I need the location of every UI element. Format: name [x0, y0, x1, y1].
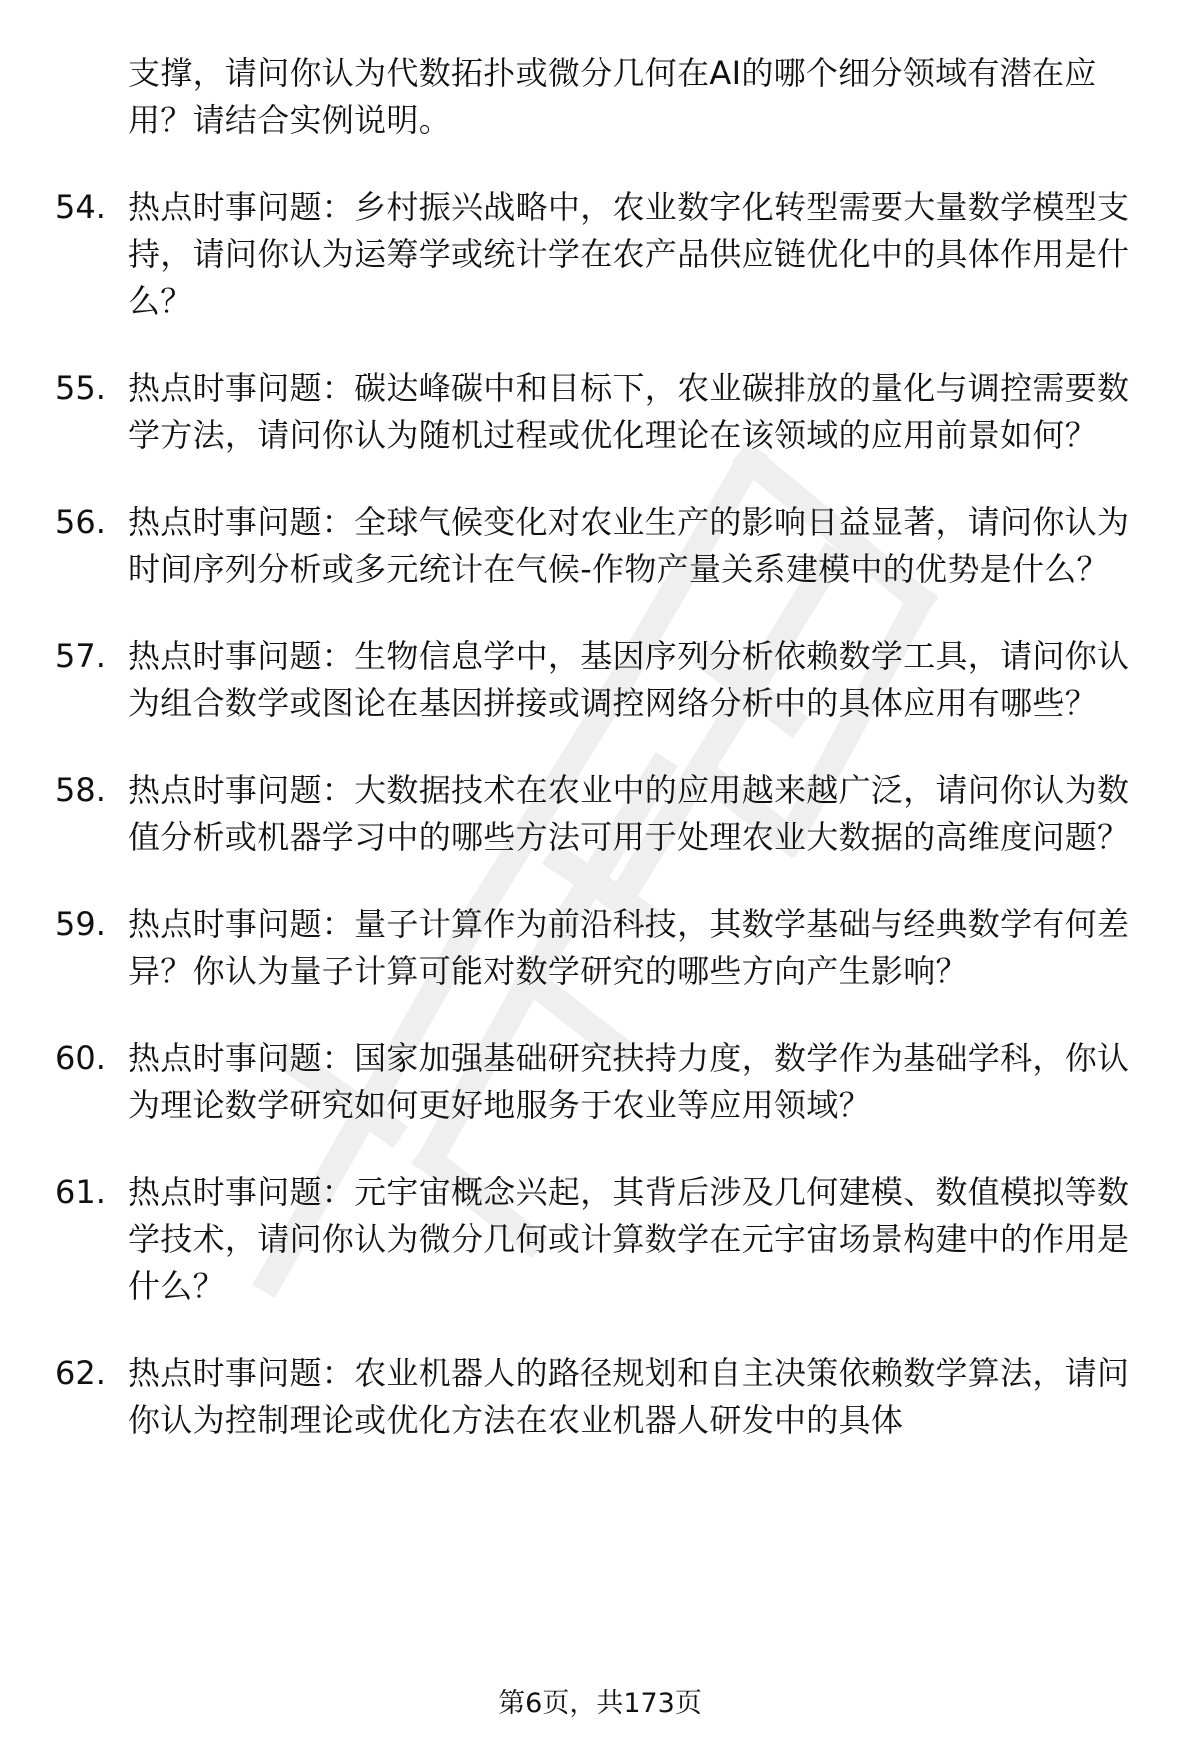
item-number: 55. [55, 369, 106, 407]
question-list [0, 50, 1200, 1444]
page-number-footer: 第6页，共173页 [498, 1688, 702, 1719]
list-item-57 [0, 633, 1200, 727]
continued-question-text: 支撑，请问你认为代数拓扑或微分几何在AI的哪个细分领域有潜在应用？请结合实例说明。 [128, 54, 1097, 139]
list-item-59 [0, 901, 1200, 995]
item-text: 热点时事问题：大数据技术在农业中的应用越来越广泛，请问你认为数值分析或机器学习中的哪些方法可用于处理农业大数据的高维度问题？ [128, 771, 1130, 856]
item-text: 热点时事问题：农业机器人的路径规划和自主决策依赖数学算法，请问你认为控制理论或优化方法在农业机器人研发中的具体 [128, 1354, 1130, 1439]
item-number: 56. [55, 503, 106, 541]
list-item-61 [0, 1169, 1200, 1310]
item-text: 热点时事问题：生物信息学中，基因序列分析依赖数学工具，请问你认为组合数学或图论在基因拼接或调控网络分析中的具体应用有哪些？ [128, 637, 1130, 722]
item-number: 59. [55, 905, 106, 943]
item-number: 62. [55, 1354, 106, 1392]
list-item-54 [0, 184, 1200, 325]
item-number: 61. [55, 1173, 106, 1211]
item-text: 热点时事问题：元宇宙概念兴起，其背后涉及几何建模、数值模拟等数学技术，请问你认为微分几何或计算数学在元宇宙场景构建中的作用是什么？ [128, 1173, 1130, 1305]
list-item-55 [0, 365, 1200, 459]
item-text: 热点时事问题：碳达峰碳中和目标下，农业碳排放的量化与调控需要数学方法，请问你认为随机过程或优化理论在该领域的应用前景如何？ [128, 369, 1130, 454]
item-text: 热点时事问题：乡村振兴战略中，农业数字化转型需要大量数学模型支持，请问你认为运筹学或统计学在农产品供应链优化中的具体作用是什么？ [128, 188, 1130, 320]
item-number: 60. [55, 1039, 106, 1077]
item-text: 热点时事问题：全球气候变化对农业生产的影响日益显著，请问你认为时间序列分析或多元统计在气候-作物产量关系建模中的优势是什么？ [128, 503, 1130, 588]
list-item-56 [0, 499, 1200, 593]
item-number: 54. [55, 188, 106, 226]
item-number: 57. [55, 637, 106, 675]
item-text: 热点时事问题：量子计算作为前沿科技，其数学基础与经典数学有何差异？你认为量子计算可能对数学研究的哪些方向产生影响？ [128, 905, 1130, 990]
list-item-60 [0, 1035, 1200, 1129]
list-item-62 [0, 1350, 1200, 1444]
item-text: 热点时事问题：国家加强基础研究扶持力度，数学作为基础学科，你认为理论数学研究如何更好地服务于农业等应用领域？ [128, 1039, 1130, 1124]
list-item-58 [0, 767, 1200, 861]
item-number: 58. [55, 771, 106, 809]
